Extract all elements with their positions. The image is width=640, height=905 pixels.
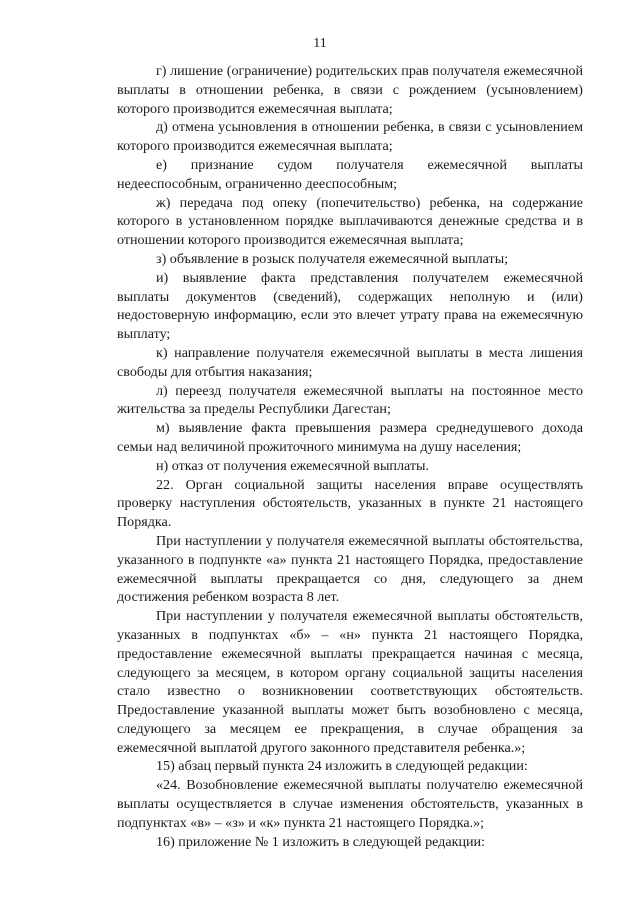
paragraph-termination-b-n: При наступлении у получателя ежемесячной выплаты обстоятельств, указанных в подпунктах «б» – «н» пункта 21 настоящего Порядка, предоставление ежемесячной выплаты прекращается начиная с месяца, следующего за месяцем, в котором органу социальной защиты населения стало известно о возникновении соответствующих обстоятельств. Предоставление указанной выплаты может быть возобновлено с месяца, следующего за месяцем ее прекращения, в случае обращения за ежемесячной выплатой другого законного представителя ребенка.»;	[117, 608, 583, 756]
paragraph-l: л) переезд получателя ежемесячной выплаты на постоянное место жительства за пределы Республики Дагестан;	[117, 382, 583, 418]
paragraph-d: д) отмена усыновления в отношении ребенка, в связи с усыновлением которого производится ежемесячная выплата;	[117, 119, 583, 155]
paragraph-24: «24. Возобновление ежемесячной выплаты получателю ежемесячной выплаты осуществляется в случае изменения обстоятельств, указанных в подпунктах «в» – «з» и «к» пункта 21 настоящего Порядка.»;	[117, 777, 583, 831]
paragraph-z: з) объявление в розыск получателя ежемесячной выплаты;	[156, 250, 509, 267]
paragraph-n: н) отказ от получения ежемесячной выплаты.	[156, 457, 430, 474]
paragraph-22: 22. Орган социальной защиты населения вправе осуществлять проверку наступления обстоятельств, указанных в пункте 21 настоящего Порядка.	[117, 476, 583, 531]
paragraph-k: к) направление получателя ежемесячной выплаты в места лишения свободы для отбытия наказания;	[117, 344, 583, 380]
paragraph-termination-a: При наступлении у получателя ежемесячной выплаты обстоятельства, указанного в подпункте «а» пункта 21 настоящего Порядка, предоставление ежемесячной выплаты прекращается со дня, следующего за днем достижения ребенком возраста 8 лет.	[117, 532, 583, 606]
paragraph-i: и) выявление факта представления получателем ежемесячной выплаты документов (сведений), содержащих неполную и (или) недостоверную информацию, если это влечет утрату права на ежемесячную выплату;	[117, 269, 583, 343]
paragraph-zh: ж) передача под опеку (попечительство) ребенка, на содержание которого в установленном порядке выплачиваются денежные средства и в отношении которого производится ежемесячная выплата;	[117, 194, 583, 249]
paragraph-g: г) лишение (ограничение) родительских прав получателя ежемесячной выплаты в отношении ребенка, в связи с рождением (усыновлением) которого производится ежемесячная выплата;	[117, 63, 583, 117]
paragraph-amendment-16: 16) приложение № 1 изложить в следующей редакции:	[156, 833, 486, 850]
paragraph-m: м) выявление факта превышения размера среднедушевого дохода семьи над величиной прожиточного минимума на душу населения;	[117, 420, 583, 455]
paragraph-e: е) признание судом получателя ежемесячной выплаты недееспособным, ограниченно дееспособным;	[117, 156, 583, 192]
page-number: 11	[313, 36, 327, 51]
document-body	[117, 62, 583, 851]
paragraph-amendment-15: 15) абзац первый пункта 24 изложить в следующей редакции:	[156, 758, 528, 775]
